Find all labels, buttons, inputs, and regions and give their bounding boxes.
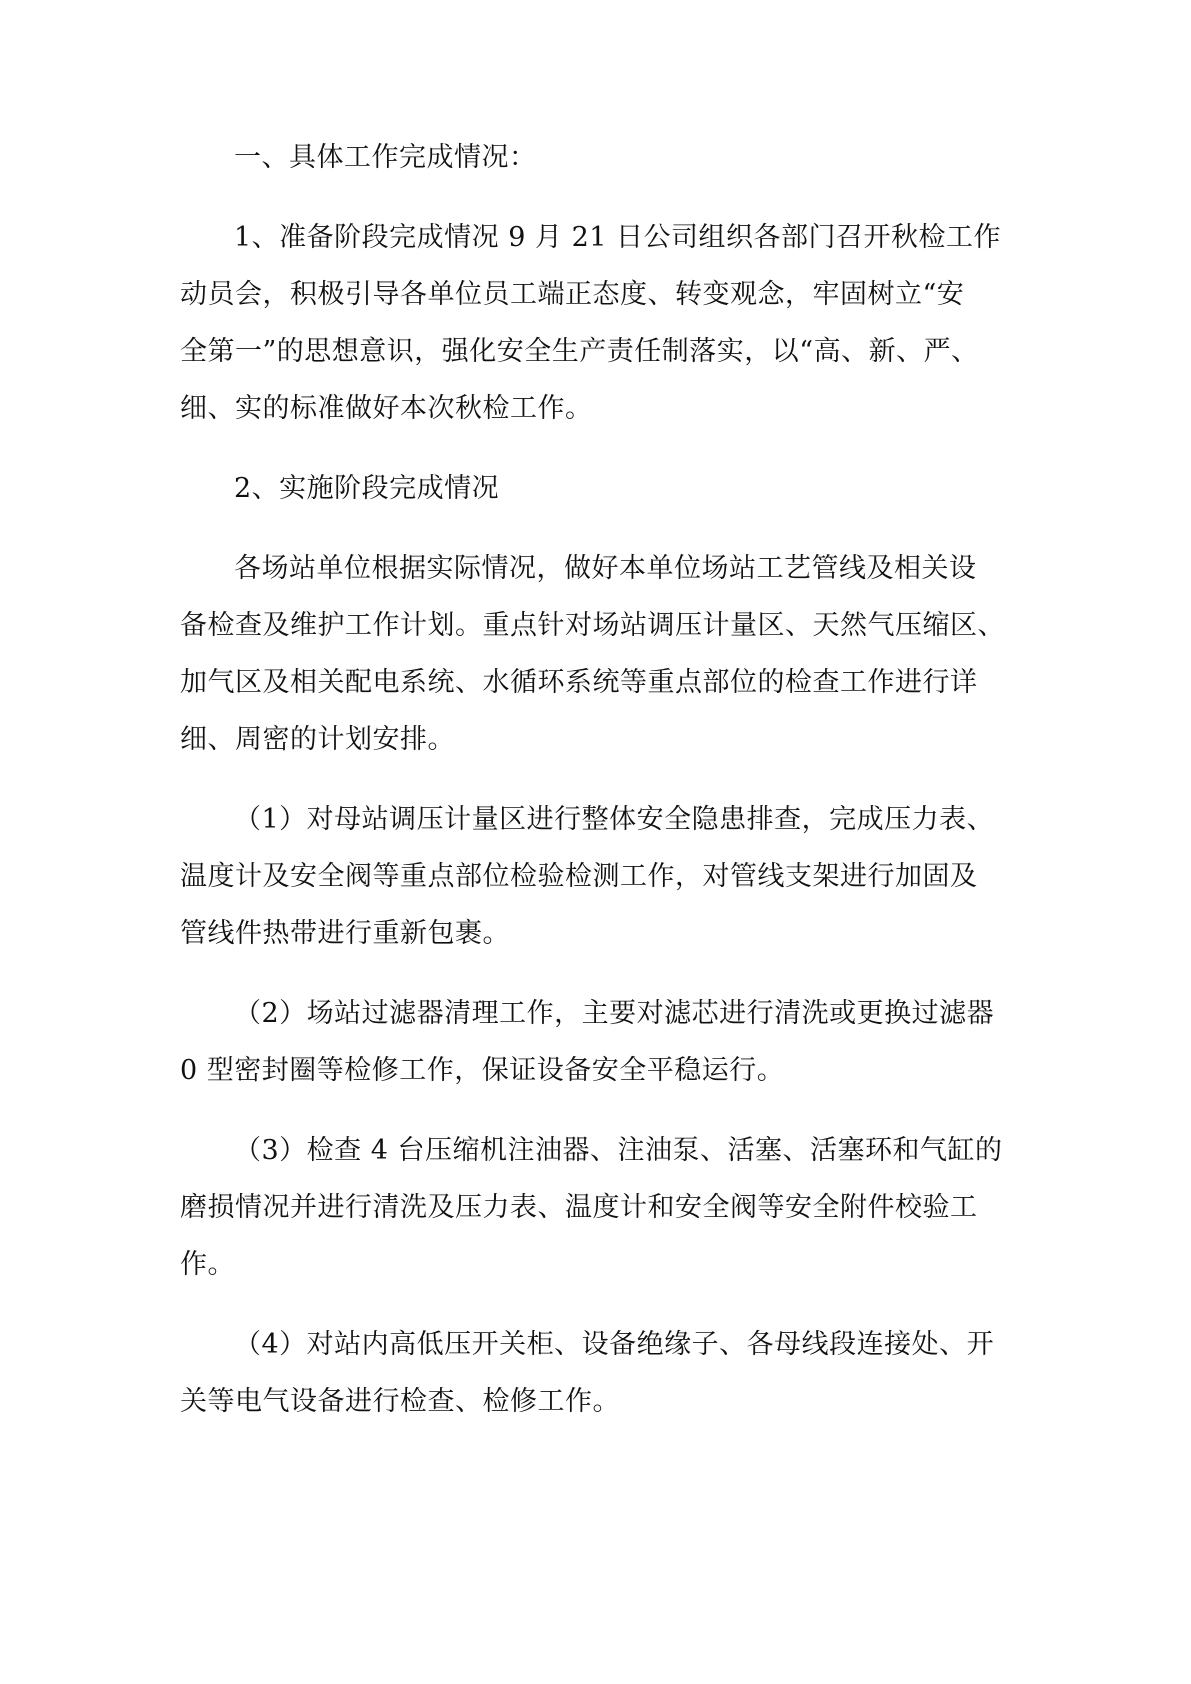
section-heading: 一、具体工作完成情况： — [234, 142, 537, 173]
paragraph-line: 作。 — [180, 1249, 235, 1280]
paragraph-line: 全第一”的思想意识，强化安全生产责任制落实，以“高、新、严、 — [180, 336, 979, 367]
paragraph-line: 各场站单位根据实际情况，做好本单位场站工艺管线及相关设 — [234, 553, 977, 584]
paragraph-line: （2）场站过滤器清理工作，主要对滤芯进行清洗或更换过滤器 — [234, 998, 995, 1029]
paragraph-line: 关等电气设备进行检查、检修工作。 — [180, 1386, 620, 1417]
paragraph-line: （4）对站内高低压开关柜、设备绝缘子、各母线段连接处、开 — [234, 1329, 995, 1360]
paragraph-line: 0 型密封圈等检修工作，保证设备安全平稳运行。 — [180, 1055, 785, 1086]
paragraph-line: 2、实施阶段完成情况 — [234, 473, 500, 504]
paragraph-line: 细、周密的计划安排。 — [180, 724, 455, 755]
paragraph-line: （1）对母站调压计量区进行整体安全隐患排查，完成压力表、 — [234, 804, 995, 835]
paragraph-line: （3）检查 4 台压缩机注油器、注油泵、活塞、活塞环和气缸的 — [234, 1135, 1003, 1166]
paragraph-line: 1、准备阶段完成情况 9 月 21 日公司组织各部门召开秋检工作 — [234, 222, 1002, 253]
paragraph-line: 管线件热带进行重新包裹。 — [180, 918, 510, 949]
paragraph-line: 细、实的标准做好本次秋检工作。 — [180, 393, 593, 424]
paragraph-line: 加气区及相关配电系统、水循环系统等重点部位的检查工作进行详 — [180, 667, 978, 698]
paragraph-line: 动员会，积极引导各单位员工端正态度、转变观念，牢固树立“安 — [180, 279, 965, 310]
paragraph-line: 磨损情况并进行清洗及压力表、温度计和安全阀等安全附件校验工 — [180, 1192, 978, 1223]
paragraph-line: 备检查及维护工作计划。重点针对场站调压计量区、天然气压缩区、 — [180, 610, 1005, 641]
paragraph-line: 温度计及安全阀等重点部位检验检测工作，对管线支架进行加固及 — [180, 861, 978, 892]
